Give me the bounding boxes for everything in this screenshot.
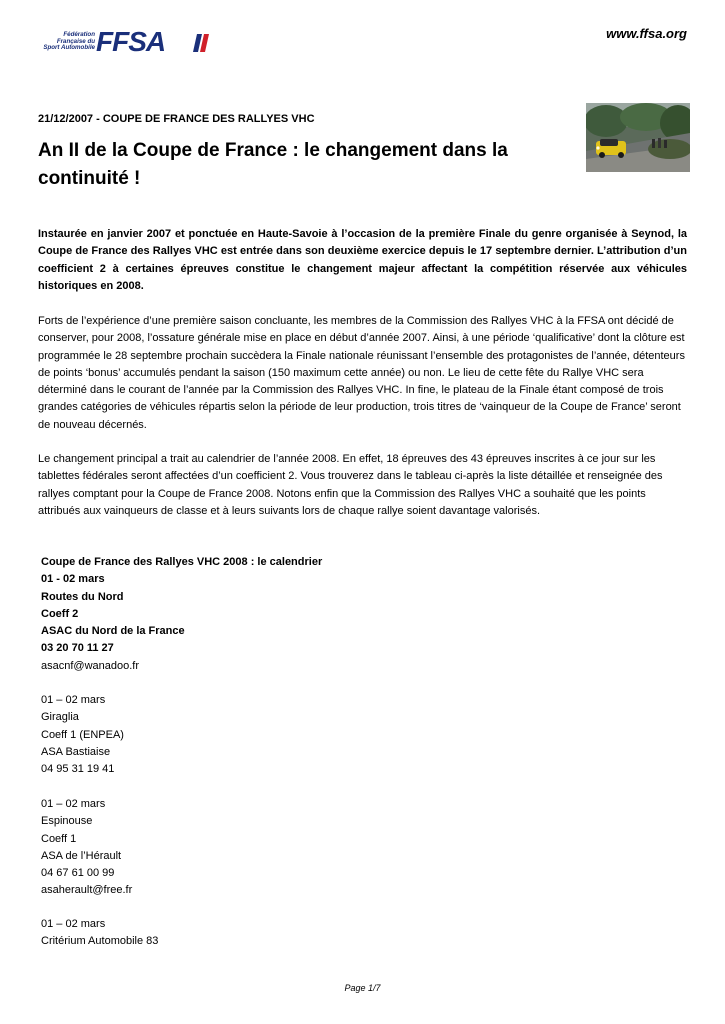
- event-phone: 04 95 31 19 41: [41, 763, 115, 776]
- site-url[interactable]: www.ffsa.org: [606, 26, 687, 41]
- event-coeff: Coeff 2: [41, 607, 79, 620]
- event-organizer: ASAC du Nord de la France: [41, 625, 185, 638]
- article-intro: Instaurée en janvier 2007 et ponctuée en Haute-Savoie à l’occasion de la première Finale du genre organisée à Seynod, la Coupe de France des Rallyes VHC est entrée dans son deuxième exercice depuis le 17 septembre dernier. L’attribution d’un coefficient 2 à certaines épreuves constitue le changement majeur affectant la compétition réservée aux véhicules historiques en 2008.: [38, 228, 687, 292]
- event-email[interactable]: asacnf@wanadoo.fr: [41, 659, 140, 672]
- page-number: Page 1/7: [344, 983, 381, 993]
- event-coeff: Coeff 1: [41, 832, 77, 845]
- event-name: Critérium Automobile 83: [41, 935, 159, 948]
- event-name: Giraglia: [41, 711, 79, 724]
- event-date: 01 – 02 mars: [41, 694, 106, 706]
- calendar-event-3: [41, 796, 641, 900]
- article-paragraph-2: Le changement principal a trait au calendrier de l’année 2008. En effet, 18 épreuves des 43 épreuves inscrites à ce jour sur les tablettes fédérales seront affectées d’un coefficient 2. Vous trouverez dans le tableau ci-après la liste détaillée et renseignée des rallyes comptant pour la Coupe de France 2008. Notons enfin que la Commission des Rallyes VHC a souhaité que les points attribués aux vainqueurs de classe et à leurs suivants lors de chaque rallye soient davantage valorisés.: [38, 453, 663, 517]
- calendar-heading: Coupe de France des Rallyes VHC 2008 : le calendrier: [41, 556, 323, 568]
- calendar-event-4: [41, 916, 641, 951]
- article-dateline: 21/12/2007 - COUPE DE FRANCE DES RALLYES VHC: [38, 113, 315, 125]
- logo-federation-text: [33, 32, 95, 52]
- event-date: 01 - 02 mars: [41, 573, 105, 586]
- event-email[interactable]: asaherault@free.fr: [41, 884, 133, 897]
- article-title: An II de la Coupe de France : le changement dans la continuité !: [38, 140, 508, 189]
- event-organizer: ASA Bastiaise: [41, 745, 111, 758]
- logo-line-2: Française du: [56, 37, 95, 45]
- event-phone: 04 67 61 00 99: [41, 867, 115, 880]
- event-organizer: ASA de l’Hérault: [41, 849, 122, 862]
- event-name: Espinouse: [41, 815, 93, 828]
- event-phone: 03 20 70 11 27: [41, 642, 114, 655]
- logo-line-3: Sport Automobile: [43, 44, 95, 52]
- event-date: 01 – 02 mars: [41, 798, 106, 810]
- logo-wordmark: FFSA: [96, 26, 166, 57]
- event-name: Routes du Nord: [41, 590, 124, 603]
- ffsa-logo: [33, 26, 213, 60]
- calendar-event-1: [41, 554, 641, 675]
- rally-car-photo: [586, 103, 690, 172]
- event-date: 01 – 02 mars: [41, 918, 106, 930]
- calendar-event-2: [41, 692, 641, 778]
- event-coeff: Coeff 1 (ENPEA): [41, 728, 124, 741]
- flag-stripes-icon: [193, 34, 209, 52]
- logo-line-1: Fédération: [63, 31, 95, 38]
- article-paragraph-1: Forts de l’expérience d’une première saison concluante, les membres de la Commission des Rallyes VHC à la FFSA ont décidé de conserver, pour 2008, l’ossature générale mise en place en début d’année 2007. Ainsi, à une période ‘qualificative’ dont la clôture est programmée le 28 septembre prochain succèdera la Finale nationale réunissant l’ensemble des protagonistes de l’année, détenteurs de points ‘bonus’ accumulés pendant la saison (150 maximum cette année) ou non. Le lieu de cette fête du Rallye VHC sera déterminé dans le courant de l’année par la Commission des Rallyes VHC. In fine, le plateau de la Finale étant composé de trois grandes catégories de véhicules répartis selon la période de leur production, trois titres de ‘vainqueur de la Coupe de France’ seront de nouveau décernés.: [38, 315, 685, 431]
